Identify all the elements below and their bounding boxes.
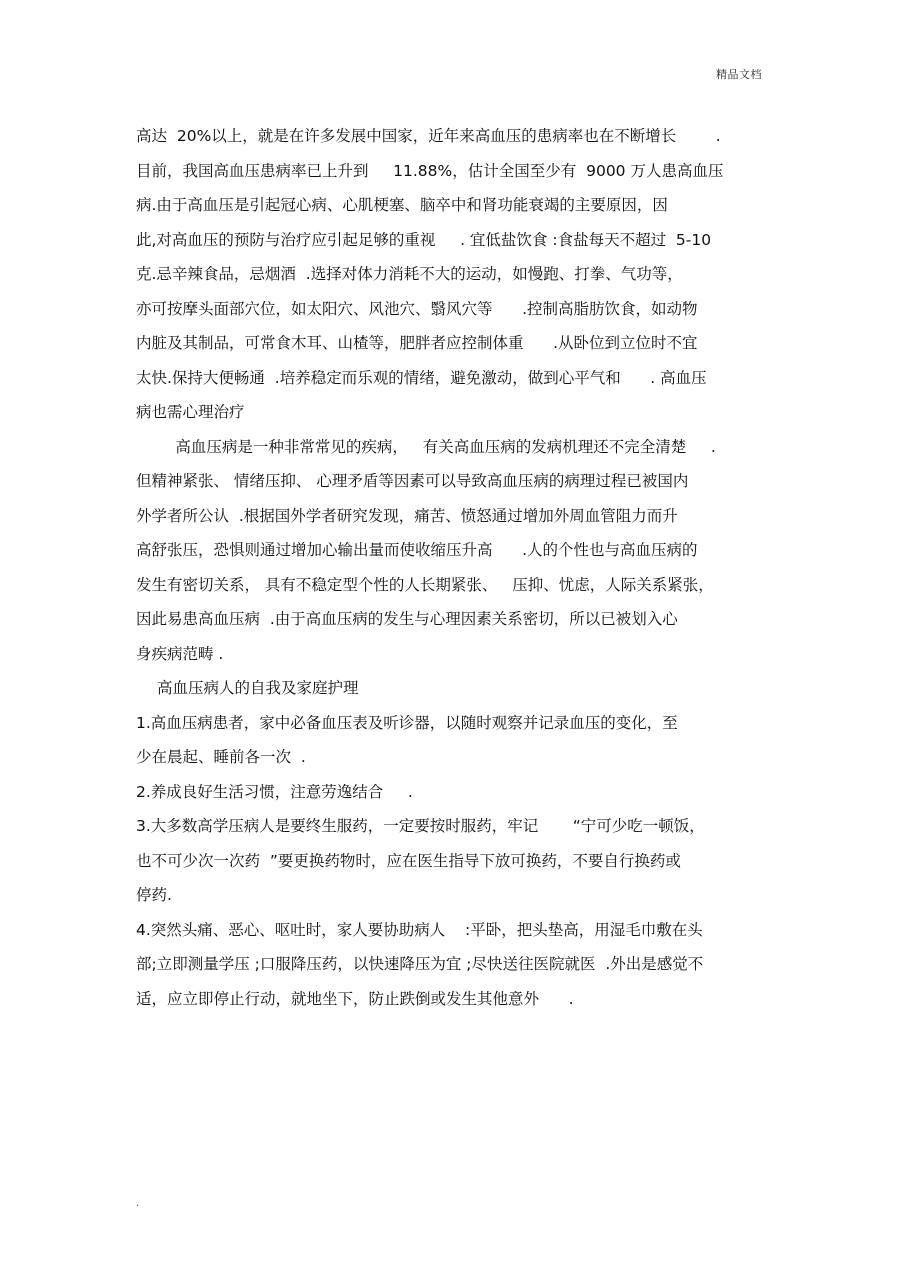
page-footer: . <box>136 1198 140 1209</box>
list-item-2 <box>136 775 776 810</box>
text-line: 外学者所公认 .根据国外学者研究发现，痛苦、愤怒通过增加外周血管阻力而升 <box>136 506 678 525</box>
text-line: 病.由于高血压是引起冠心病、心肌梗塞、脑卒中和肾功能衰竭的主要原因，因 <box>136 196 668 214</box>
page-header: 精品文档 <box>716 68 762 81</box>
list-item-1 <box>136 706 776 775</box>
text-line: 也不可少次一次药 ”要更换药物时，应在医生指导下放可换药，不要自行换药或 <box>136 851 681 870</box>
text-line: 适，应立即停止行动，就地坐下，防止跌倒或发生其他意外 . <box>136 989 574 1008</box>
text-line: 高血压病是一种非常常见的疾病， 有关高血压病的发病机理还不完全清楚 . <box>136 437 716 456</box>
text-line: 4.突然头痛、恶心、呕吐时，家人要协助病人 :平卧，把头垫高，用湿毛巾敷在头 <box>136 920 703 939</box>
paragraph-2 <box>136 430 776 672</box>
text-line: 高达 20%以上，就是在许多发展中国家，近年来高血压的患病率也在不断增长 . <box>136 127 721 145</box>
text-line: 克.忌辛辣食品，忌烟酒 .选择对体力消耗不大的运动，如慢跑、打拳、气功等， <box>136 265 683 283</box>
text-line: 但精神紧张、 情绪压抑、 心理矛盾等因素可以导致高血压病的病理过程已被国内 <box>136 472 689 490</box>
text-line: 停药. <box>136 886 172 904</box>
paragraph-1 <box>136 119 776 430</box>
text-line: 高舒张压，恐惧则通过增加心输出量而使收缩压升高 .人的个性也与高血压病的 <box>136 541 698 559</box>
text-line: 1.高血压病患者，家中必备血压表及听诊器，以随时观察并记录血压的变化，至 <box>136 713 678 732</box>
text-line: 亦可按摩头面部穴位，如太阳穴、风池穴、翳风穴等 .控制高脂肪饮食，如动物 <box>136 299 698 318</box>
text-line: 部;立即测量学压 ;口服降压药，以快速降压为宜 ;尽快送往医院就医 .外出是感觉不 <box>136 955 704 973</box>
list-item-3 <box>136 809 776 913</box>
text-line: 发生有密切关系， 具有不稳定型个性的人长期紧张、 压抑、忧虑，人际关系紧张， <box>136 575 714 594</box>
text-line: 内脏及其制品，可常食木耳、山楂等，肥胖者应控制体重 .从卧位到立位时不宜 <box>136 334 698 352</box>
document-body <box>136 119 776 1016</box>
section-heading: 高血压病人的自我及家庭护理 <box>157 679 359 697</box>
text-line: 3.大多数高学压病人是要终生服药，一定要按时服药，牢记 “宁可少吃一顿饭， <box>136 817 705 835</box>
text-line: 目前，我国高血压患病率已上升到 11.88%，估计全国至少有 9000 万人患高血压 <box>136 161 724 180</box>
text-line: 因此易患高血压病 .由于高血压病的发生与心理因素关系密切，所以已被划入心 <box>136 610 678 628</box>
text-line: 此,对高血压的预防与治疗应引起足够的重视 . 宜低盐饮食 :食盐每天不超过 5-10 <box>136 230 712 249</box>
text-line: 太快.保持大便畅通 .培养稳定而乐观的情绪，避免激动，做到心平气和 . 高血压 <box>136 368 707 387</box>
text-line: 身疾病范畴 . <box>136 644 224 663</box>
text-line: 病也需心理治疗 <box>136 403 245 421</box>
list-item-4 <box>136 913 776 1017</box>
text-line: 少在晨起、睡前各一次 . <box>136 748 306 766</box>
text-line: 2.养成良好生活习惯，注意劳逸结合 . <box>136 782 413 801</box>
